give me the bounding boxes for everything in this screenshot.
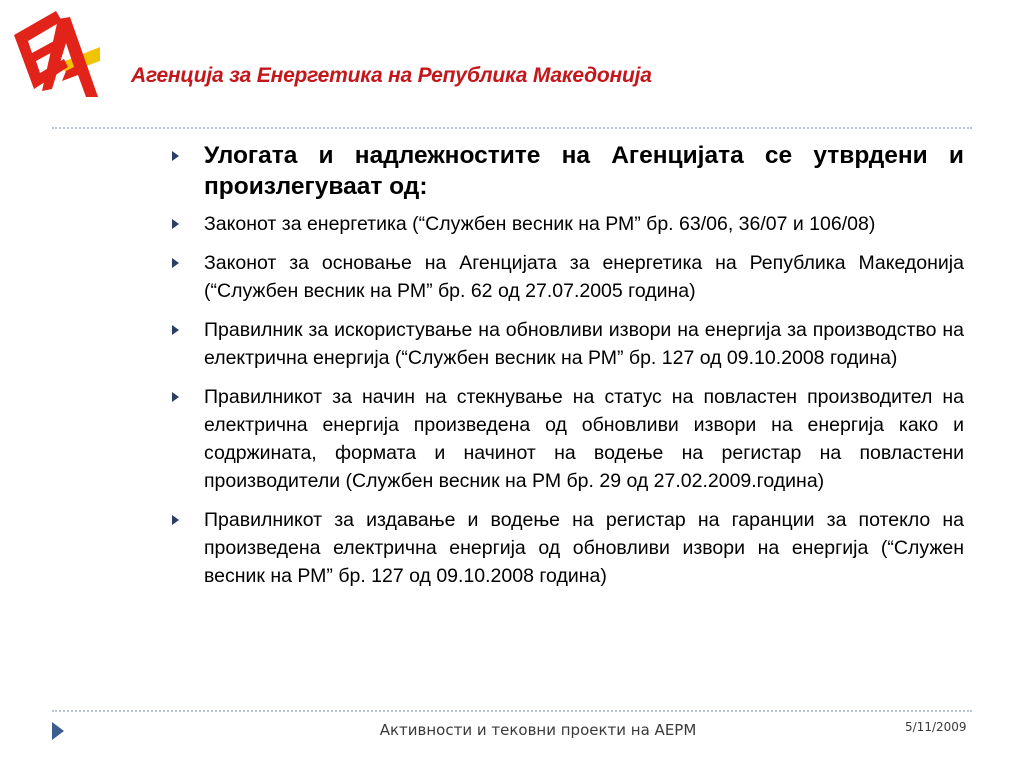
list-item [168, 383, 964, 495]
list-item-text: Законот за основање на Агенцијата за енергетика на Република Македонија (“Службен весник на РМ” бр. 62 од 27.07.2005 година) [204, 252, 964, 302]
list-item-text: Правилникот за начин на стекнување на статус на повластен производител на електрична енергија произведена од обновливи извори на енергија како и содржината, формата и начинот на водење на регистар на повластени производители (Службен весник на РМ бр. 29 од 27.02.2009.година) [204, 386, 964, 492]
list-item-text: Законот за енергетика (“Службен весник на РМ” бр. 63/06, 36/07 и 106/08) [204, 213, 876, 235]
list-heading-text: Улогата и надлежностите на Агенцијата се утврдени и произлегуваат од: [204, 142, 964, 200]
top-divider [52, 127, 972, 129]
bottom-divider [52, 710, 972, 712]
list-item-text: Правилник за искористување на обновливи извори на енергија за производство на електрична енергија (“Службен весник на РМ” бр. 127 од 09.10.2008 година) [204, 319, 964, 369]
bullet-arrow-icon [172, 258, 179, 268]
list-item [168, 316, 964, 372]
list-item-text: Правилникот за издавање и водење на регистар на гаранции за потекло на произведена електрична енергија од обновливи извори на енергија (“Служен весник на РМ” бр. 127 од 09.10.2008 година) [204, 509, 964, 587]
footer-title: Активности и тековни проекти на АЕРМ [379, 721, 697, 739]
bullet-arrow-icon [172, 325, 179, 335]
list-item [168, 210, 964, 238]
agency-logo-icon [10, 5, 100, 100]
bullet-arrow-icon [172, 151, 179, 161]
list-item [168, 249, 964, 305]
content-list [168, 140, 964, 601]
list-item [168, 506, 964, 590]
bullet-arrow-icon [172, 219, 179, 229]
footer-date: 5/11/2009 [905, 720, 967, 734]
list-heading-item [168, 140, 964, 202]
page-title: Агенција за Енергетика на Република Македонија [131, 64, 652, 87]
bullet-arrow-icon [172, 515, 179, 525]
bullet-arrow-icon [172, 392, 179, 402]
